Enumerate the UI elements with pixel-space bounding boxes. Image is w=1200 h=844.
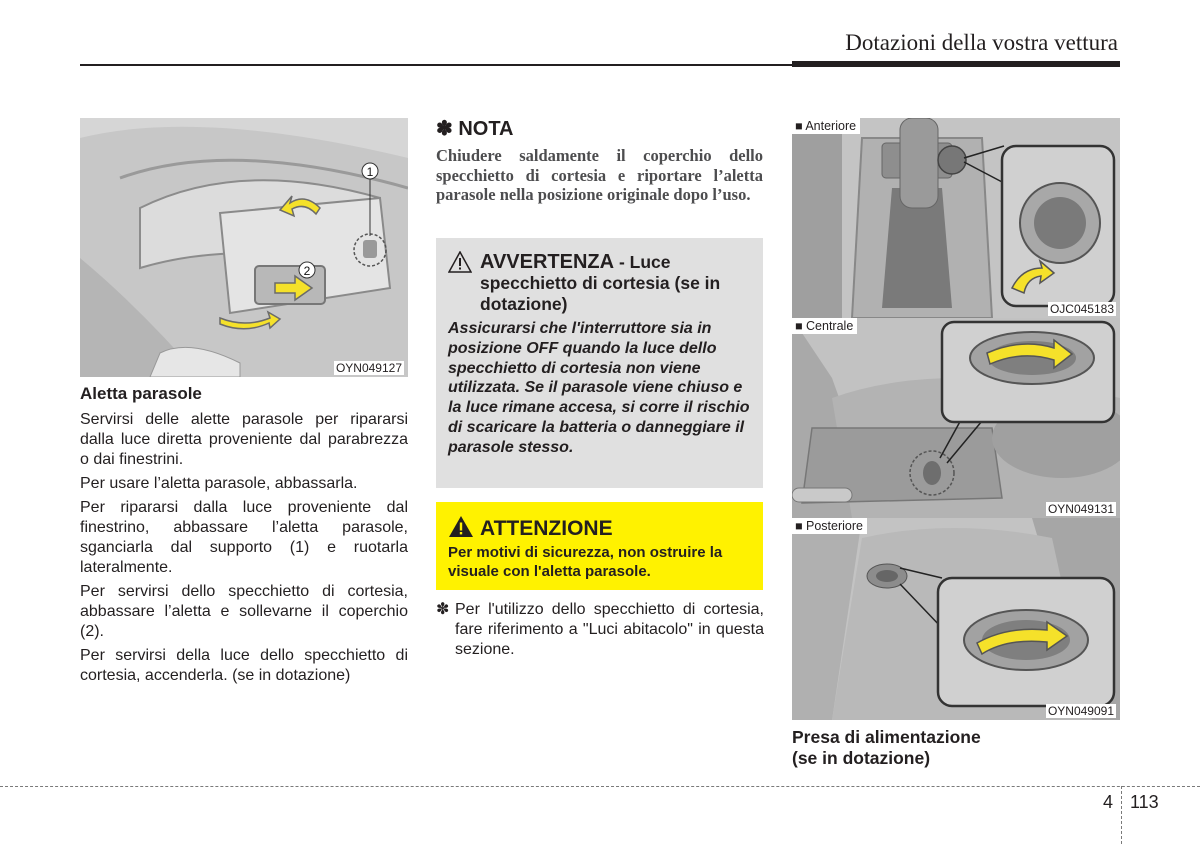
power-outlet-caption — [792, 727, 1120, 769]
rear-outlet-illustration — [792, 518, 1120, 720]
warning-body: Assicurarsi che l'interruttore sia in posizione OFF quando la luce dello specchietto di cortesia non viene utilizzata. Se il parasole viene chiuso e la luce rimane accesa, si corre il rischio di scaricare la batteria o danneggiare il parasole stesso. — [448, 320, 750, 456]
caution-body: Per motivi di sicurezza, non ostruire la visuale con l'aletta parasole. — [448, 544, 723, 580]
footer-divider — [0, 786, 1200, 787]
figure-code: OYN049091 — [1047, 704, 1114, 718]
left-column — [80, 384, 408, 690]
warning-title — [480, 252, 750, 315]
header-rule-thick — [792, 61, 1120, 67]
section-heading: Aletta parasole — [80, 384, 202, 403]
paragraph: Servirsi delle alette parasole per ripararsi dalla luce diretta proveniente dal parabrezza o dai finestrini. — [80, 411, 408, 468]
figure-code: OJC045183 — [1049, 302, 1114, 316]
paragraph: Per servirsi della luce dello specchietto di cortesia, accenderla. (se in dotazione) — [80, 647, 408, 684]
paragraph: Per ripararsi dalla luce proveniente dal finestrino, abbassare l’aletta parasole, sganciarla dal supporto (1) e ruotarla lateralmente. — [80, 499, 408, 576]
reference-note-text: Per l'utilizzo dello specchietto di cortesia, fare riferimento a "Luci abitacolo" in questa sezione. — [455, 601, 764, 658]
footer-vertical-divider — [1121, 786, 1122, 844]
caution-box — [436, 502, 763, 590]
caution-title: ATTENZIONE — [480, 517, 613, 540]
figure-location-label: ■ Posteriore — [792, 518, 867, 534]
warning-triangle-icon — [448, 251, 472, 273]
reference-note — [436, 600, 764, 660]
rear-outlet-figure — [792, 518, 1120, 720]
figure-location-label: ■ Centrale — [792, 318, 857, 334]
center-outlet-illustration — [792, 318, 1120, 518]
caption-line-2: (se in dotazione) — [792, 748, 931, 768]
sun-visor-figure — [80, 118, 408, 377]
chapter-number: 4 — [1103, 792, 1114, 812]
front-outlet-figure — [792, 118, 1120, 318]
center-outlet-figure — [792, 318, 1120, 518]
paragraph: Per servirsi dello specchietto di cortesia, abbassare l’aletta e sollevarne il coperchio (2). — [80, 583, 408, 640]
callout-1-label: 1 — [366, 165, 374, 179]
front-outlet-illustration — [792, 118, 1120, 318]
warning-title-rest: - Luce specchietto di cortesia (se in dotazione) — [480, 252, 721, 314]
header-rule — [80, 64, 792, 66]
sun-visor-illustration — [80, 118, 408, 377]
note-heading: ✽ NOTA — [436, 118, 514, 140]
callout-2-label: 2 — [303, 264, 311, 278]
warning-box — [436, 238, 763, 488]
paragraph: Per usare l’aletta parasole, abbassarla. — [80, 475, 358, 492]
page-number: 113 — [1130, 792, 1159, 812]
header-title: Dotazioni della vostra vettura — [845, 30, 1118, 55]
note-mark: ✽ — [436, 601, 450, 618]
figure-location-label: ■ Anteriore — [792, 118, 860, 134]
note-body: Chiudere saldamente il coperchio dello specchietto di cortesia e riportare l’aletta parasole nella posizione originale dopo l’uso. — [436, 146, 763, 204]
figure-code: OYN049127 — [335, 361, 402, 375]
figure-code: OYN049131 — [1047, 502, 1114, 516]
warning-title-main: AVVERTENZA — [480, 251, 615, 273]
caption-line-1: Presa di alimentazione — [792, 727, 981, 747]
caution-triangle-icon — [448, 515, 474, 538]
